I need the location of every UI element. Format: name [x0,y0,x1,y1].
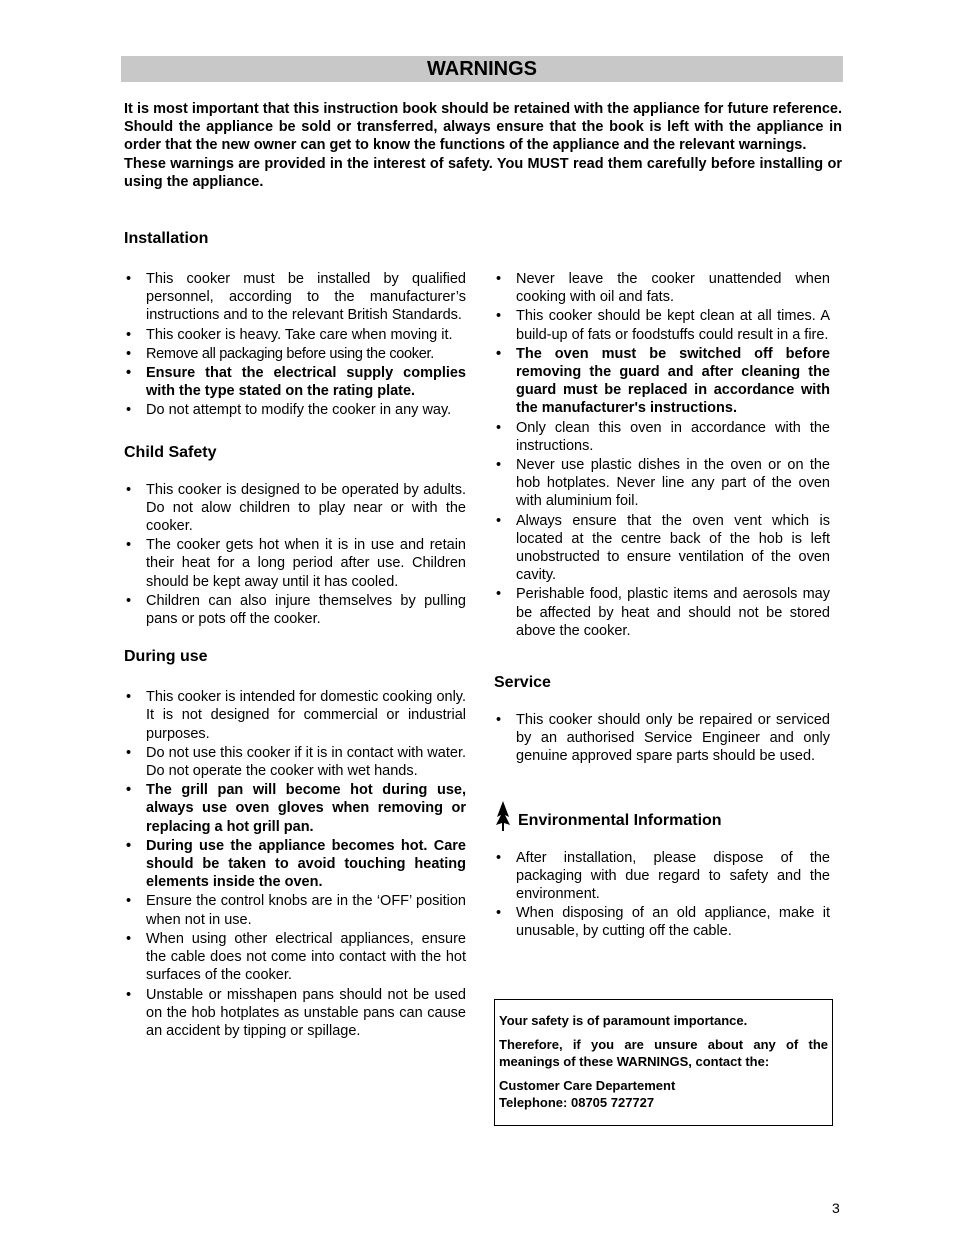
list-item: • Ensure the control knobs are in the ‘OFF’ position when not in use. [124,892,466,928]
right-column [494,270,830,942]
list-item: • Ensure that the electrical supply complies with the type stated on the rating plate. [124,364,466,400]
list-item: • The oven must be switched off before removing the guard and after cleaning the guard must be replaced in accordance with the manufacturer's instructions. [494,345,830,418]
intro-paragraph-2: These warnings are provided in the interest of safety. You MUST read them carefully before installing or using the appliance. [124,155,842,190]
list-item: • This cooker must be installed by qualified personnel, according to the manufacturer’s instructions and to the relevant British Standards. [124,270,466,325]
list-item: • Perishable food, plastic items and aerosols may be affected by heat and should not be stored above the cooker. [494,585,830,640]
list-item: • Only clean this oven in accordance with the instructions. [494,419,830,455]
environmental-heading-row [494,801,830,831]
list-item: • This cooker is heavy. Take care when moving it. [124,326,466,344]
page-number: 3 [832,1200,840,1216]
page-title: WARNINGS [427,58,537,80]
list-item: • Never leave the cooker unattended when cooking with oil and fats. [494,270,830,306]
list-item: • Remove all packaging before using the cooker. [124,345,466,363]
list-item: • After installation, please dispose of the packaging with due regard to safety and the environment. [494,849,830,904]
customer-care-label: Customer Care Departement [499,1078,676,1093]
installation-heading: Installation [124,230,209,247]
list-item: • During use the appliance becomes hot. Care should be taken to avoid touching heating elements inside the oven. [124,837,466,892]
list-item: • Unstable or misshapen pans should not be used on the hob hotplates as unstable pans can cause an accident by tipping or spillage. [124,986,466,1041]
list-item: • When disposing of an old appliance, make it unusable, by cutting off the cable. [494,904,830,940]
intro-text [124,100,842,191]
child-safety-list [124,481,466,629]
left-column [124,229,466,1041]
list-item: • Do not attempt to modify the cooker in any way. [124,401,466,419]
list-item: • Always ensure that the oven vent which is located at the centre back of the hob is left unobstructed to ensure ventilation of the oven cavity. [494,512,830,585]
list-item: • The cooker gets hot when it is in use and retain their heat for a long period after use. Children should be kept away until it has cooled. [124,536,466,591]
list-item: • Never use plastic dishes in the oven or on the hob hotplates. Never line any part of the oven with aluminium foil. [494,456,830,511]
tree-icon [494,801,512,831]
general-warnings-list [494,270,830,640]
safety-contact-box [494,999,833,1126]
environmental-heading: Environmental Information [518,811,722,829]
service-list [494,711,830,766]
safety-statement: Your safety is of paramount importance. [499,1013,748,1028]
list-item: • This cooker is intended for domestic cooking only. It is not designed for commercial or industrial purposes. [124,688,466,743]
child-safety-heading: Child Safety [124,443,217,461]
service-heading: Service [494,674,551,692]
during-use-heading: During use [124,648,208,666]
list-item: • The grill pan will become hot during use, always use oven gloves when removing or replacing a hot grill pan. [124,781,466,836]
installation-list [124,270,466,420]
intro-paragraph-1: It is most important that this instruction book should be retained with the appliance for future reference. Should the appliance be sold or transferred, always ensure that the book is left with the appliance in order that the new owner can get to know the functions of the appliance and the relevant warnings. [124,101,842,154]
list-item: • When using other electrical appliances, ensure the cable does not come into contact with the hot surfaces of the cooker. [124,930,466,985]
customer-care-telephone: Telephone: 08705 727727 [499,1095,655,1110]
list-item: • This cooker is designed to be operated by adults. Do not alow children to play near or with the cooker. [124,481,466,536]
warnings-title-bar [121,56,843,82]
during-use-list [124,688,466,1040]
list-item: • This cooker should be kept clean at all times. A build-up of fats or foodstuffs could result in a fire. [494,307,830,343]
list-item: • Children can also injure themselves by pulling pans or pots off the cooker. [124,592,466,628]
safety-instruction: Therefore, if you are unsure about any of the meanings of these WARNINGS, contact the: [499,1037,828,1069]
environmental-list [494,849,830,941]
list-item: • This cooker should only be repaired or serviced by an authorised Service Engineer and only genuine approved spare parts should be used. [494,711,830,766]
list-item: • Do not use this cooker if it is in contact with water. Do not operate the cooker with wet hands. [124,744,466,780]
